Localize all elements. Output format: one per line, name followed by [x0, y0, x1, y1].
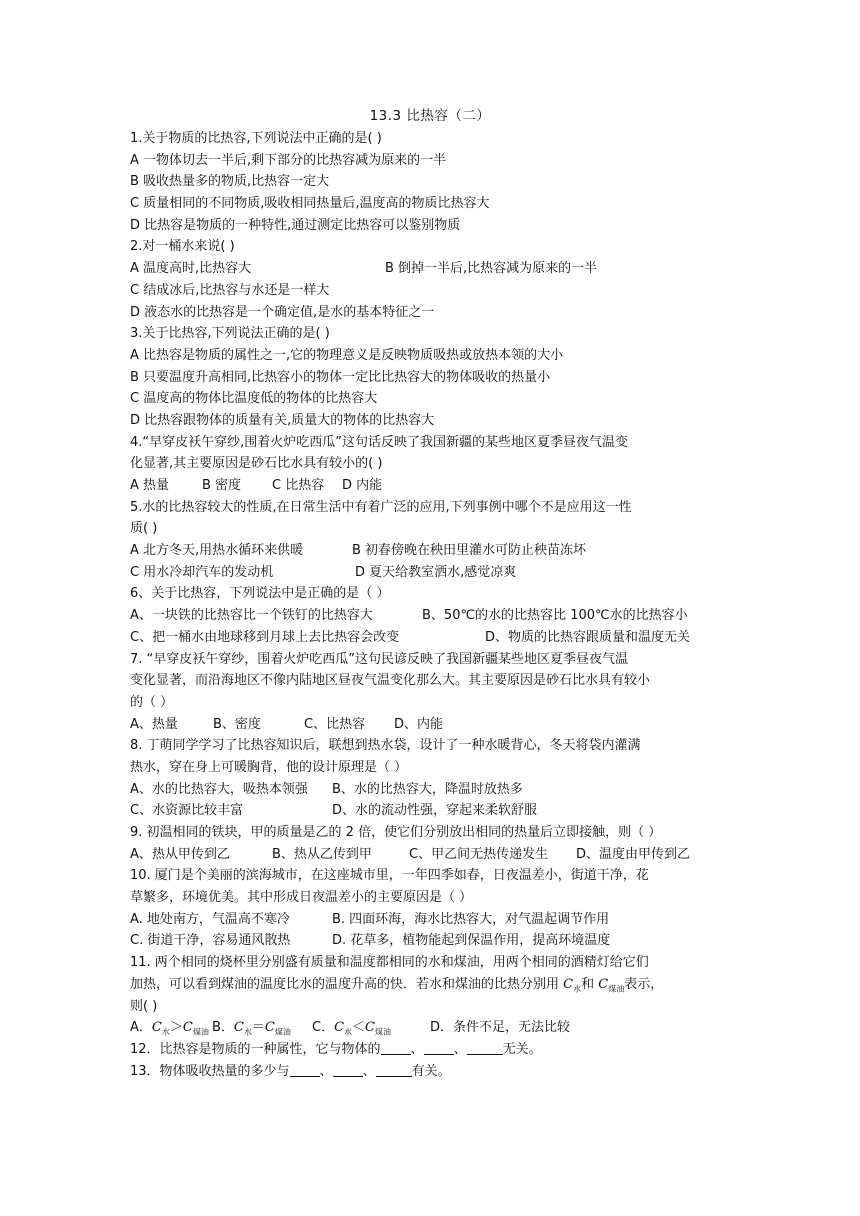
q11-stem-line2 — [130, 974, 730, 996]
q10-stem-line2: 草繁多，环境优美。其中形成日夜温差小的主要原因是（ ） — [130, 890, 473, 906]
q1-option-a: A 一物体切去一半后,剩下部分的比热容减为原来的一半 — [130, 152, 447, 168]
q2-option-a: A 温度高时,比热容大 — [130, 261, 252, 277]
q5-stem-line1: 5.水的比热容较大的性质,在日常生活中有着广泛的应用,下列事例中哪个不是应用这一性 — [130, 499, 632, 515]
q2-stem: 2.对一桶水来说( ) — [130, 239, 235, 255]
q11-option-d: D．条件不足，无法比较 — [430, 1020, 571, 1036]
q13-text: 13．物体吸收热量的多少与 — [130, 1063, 290, 1079]
q7-stem-line3: 的（ ） — [130, 694, 174, 710]
q12-line — [130, 1039, 730, 1061]
q11-option-a — [130, 1017, 212, 1039]
answer-blank[interactable] — [290, 1062, 320, 1077]
sub-oil: 煤油 — [274, 1027, 291, 1037]
q2-option-d: D 液态水的比热容是一个确定值,是水的基本特征之一 — [130, 304, 435, 320]
q11-option-b — [212, 1017, 312, 1039]
q8-stem-line1: 8. 丁萌同学学习了比热容知识后，联想到热水袋，设计了一种水暖背心，冬天将袋内灌满 — [130, 738, 641, 754]
q4-option-a: A 热量 — [130, 478, 170, 493]
answer-blank[interactable] — [424, 1040, 454, 1055]
q5-stem-line2: 质( ) — [130, 521, 158, 537]
q9-option-d: D、温度由甲传到乙 — [576, 846, 691, 862]
sub-water: 水 — [344, 1027, 353, 1037]
q10-option-d: D. 花草多，植物能起到保温作用，提高环境温度 — [332, 933, 611, 949]
q3-stem: 3.关于比热容,下列说法正确的是( ) — [130, 326, 330, 342]
q11-options — [130, 1017, 730, 1039]
answer-blank[interactable] — [381, 1040, 411, 1055]
q7-option-c: C、比热容 — [304, 716, 366, 732]
q6-option-d: D、物质的比热容跟质量和温度无关 — [485, 629, 691, 645]
q4-stem-line1: 4.“早穿皮袄午穿纱,围着火炉吃西瓜”这句话反映了我国新疆的某些地区夏季昼夜气温变 — [130, 434, 629, 450]
q11-stem-line3: 则( ) — [130, 998, 158, 1014]
eq-sign: ＝ — [251, 1020, 265, 1036]
q7-stem-line1: 7. “早穿皮袄午穿纱，围着火炉吃西瓜”这句民谚反映了我国新疆某些地区夏季昼夜气温 — [130, 651, 629, 667]
c-symbol: C — [598, 976, 609, 992]
q4-stem-line2: 化显著,其主要原因是砂石比水具有较小的( ) — [130, 456, 383, 472]
q6-stem: 6、关于比热容，下列说法中是正确的是（ ） — [130, 586, 390, 602]
q4-option-d: D 内能 — [342, 478, 383, 493]
q2-options-row1 — [130, 258, 730, 280]
separator: 、 — [319, 1063, 333, 1079]
question-list — [130, 128, 730, 1082]
q8-stem-line2: 热水，穿在身上可暖胸背，他的设计原理是（ ） — [130, 759, 408, 775]
option-label: A． — [130, 1020, 152, 1036]
lt-sign: ＜ — [352, 1020, 366, 1036]
separator: 、 — [410, 1041, 424, 1057]
q5-option-c: C 用水冷却汽车的发动机 — [130, 564, 274, 580]
q6-options-row1 — [130, 605, 730, 627]
q13-line — [130, 1061, 730, 1083]
sub-oil: 煤油 — [192, 1027, 209, 1037]
q2-option-c: C 结成冰后,比热容与水还是一样大 — [130, 282, 330, 298]
separator: 、 — [362, 1063, 376, 1079]
sub-oil: 煤油 — [375, 1027, 391, 1037]
page-title: 13.3 比热容（二） — [369, 108, 491, 124]
sub-oil: 煤油 — [608, 984, 625, 994]
q8-options-row2 — [130, 800, 730, 822]
q10-option-b: B. 四面环海，海水比热容大，对气温起调节作用 — [332, 911, 610, 927]
c-symbol: C — [182, 1020, 193, 1036]
q7-option-d: D、内能 — [394, 716, 444, 732]
q5-options-row1 — [130, 540, 730, 562]
gt-sign: ＞ — [169, 1020, 183, 1036]
q12-text-end: 无关。 — [502, 1041, 542, 1057]
q10-options-row1 — [130, 909, 730, 931]
q5-option-a: A 北方冬天,用热水循环来供暖 — [130, 543, 304, 559]
q1-option-c: C 质量相同的不同物质,吸收相同热量后,温度高的物质比热容大 — [130, 196, 490, 212]
q6-option-c: C、把一桶水由地球移到月球上去比热容会改变 — [130, 629, 400, 645]
q7-options — [130, 714, 730, 736]
c-symbol: C — [233, 1020, 244, 1036]
q3-option-d: D 比热容跟物体的质量有关,质量大的物体的比热容大 — [130, 412, 435, 428]
q3-option-a: A 比热容是物质的属性之一,它的物理意义是反映物质吸热或放热本领的大小 — [130, 347, 564, 363]
q7-stem-line2: 变化显著，而沿海地区不像内陆地区昼夜气温变化那么大。其主要原因是砂石比水具有较小 — [130, 673, 651, 689]
q1-stem: 1.关于物质的比热容,下列说法中正确的是( ) — [130, 131, 382, 146]
q8-option-c: C、水资源比较丰富 — [130, 803, 244, 819]
sub-water: 水 — [573, 984, 582, 994]
q7-option-a: A、热量 — [130, 716, 178, 732]
c-symbol: C — [151, 1020, 162, 1036]
q9-options — [130, 844, 730, 866]
c-symbol: C — [563, 976, 574, 992]
q8-option-a: A、水的比热容大，吸热本领强 — [130, 781, 308, 797]
q8-options-row1 — [130, 779, 730, 801]
answer-blank[interactable] — [376, 1062, 412, 1077]
q10-stem-line1: 10. 厦门是个美丽的滨海城市，在这座城市里，一年四季如春，日夜温差小，街道干净，花 — [130, 868, 649, 884]
q1-option-b: B 吸收热量多的物质,比热容一定大 — [130, 174, 330, 190]
q4-options — [130, 475, 730, 497]
q9-option-c: C、甲乙间无热传递发生 — [409, 846, 549, 862]
q3-option-b: B 只要温度升高相同,比热容小的物体一定比比热容大的物体吸收的热量小 — [130, 369, 551, 385]
q13-text-end: 有关。 — [411, 1063, 451, 1079]
option-label: C． — [312, 1020, 335, 1036]
and-word: 和 — [581, 976, 595, 992]
q5-option-b: B 初春傍晚在秧田里灌水可防止秧苗冻坏 — [352, 543, 587, 559]
c-symbol: C — [334, 1020, 345, 1036]
q10-options-row2 — [130, 930, 730, 952]
c-symbol: C — [365, 1020, 375, 1036]
q5-options-row2 — [130, 562, 730, 584]
q8-option-b: B、水的比热容大，降温时放热多 — [332, 781, 523, 797]
q7-option-b: B、密度 — [213, 716, 261, 732]
q9-option-b: B、热从乙传到甲 — [272, 846, 372, 862]
q11-stem-line2-text: 加热，可以看到煤油的温度比水的温度升高的快．若水和煤油的比热分别用 — [130, 976, 560, 992]
q10-option-c: C. 街道干净，容易通风散热 — [130, 933, 291, 949]
sub-water: 水 — [161, 1027, 170, 1037]
q5-option-d: D 夏天给教室洒水,感觉凉爽 — [355, 564, 517, 580]
q9-option-a: A、热从甲传到乙 — [130, 846, 230, 862]
q11-stem-line1: 11. 两个相同的烧杯里分别盛有质量和温度都相同的水和煤油，用两个相同的酒精灯给它们 — [130, 955, 649, 971]
q11-stem-line2-end: 表示， — [624, 976, 664, 992]
answer-blank[interactable] — [333, 1062, 363, 1077]
q2-option-b: B 倒掉一半后,比热容减为原来的一半 — [385, 261, 598, 277]
option-label: B． — [212, 1020, 234, 1036]
q1-option-d: D 比热容是物质的一种特性,通过测定比热容可以鉴别物质 — [130, 217, 461, 233]
separator: 、 — [453, 1041, 467, 1057]
q4-option-b: B 密度 — [202, 478, 242, 493]
answer-blank[interactable] — [467, 1040, 503, 1055]
q6-option-b: B、50℃的水的比热容比 100℃水的比热容小 — [422, 608, 688, 624]
q4-option-c: C 比热容 — [272, 478, 325, 493]
q9-stem: 9. 初温相同的铁块，甲的质量是乙的 2 倍，使它们分别放出相同的热量后立即接触，则（ ） — [130, 825, 662, 840]
c-symbol: C — [264, 1020, 275, 1036]
q8-option-d: D、水的流动性强，穿起来柔软舒服 — [332, 803, 538, 819]
q11-option-c — [312, 1017, 430, 1039]
sub-water: 水 — [243, 1027, 252, 1037]
q3-option-c: C 温度高的物体比温度低的物体的比热容大 — [130, 391, 378, 407]
q6-option-a: A、一块铁的比热容比一个铁钉的比热容大 — [130, 608, 373, 624]
q10-option-a: A. 地处南方，气温高不寒冷 — [130, 911, 290, 927]
q12-text: 12．比热容是物质的一种属性，它与物体的 — [130, 1041, 381, 1057]
q6-options-row2 — [130, 627, 730, 649]
